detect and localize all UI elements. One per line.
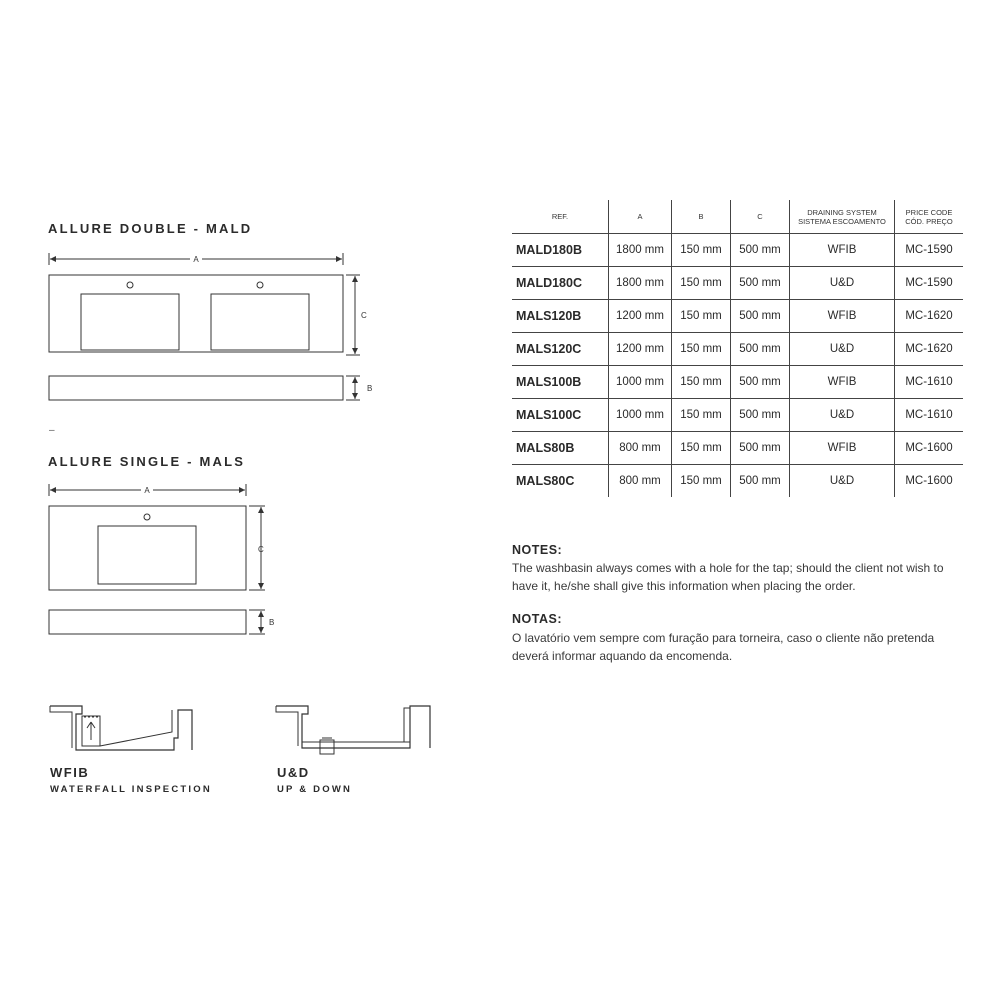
cell-a: 1200 mm — [609, 333, 672, 366]
single-dim-b-label: B — [269, 618, 275, 627]
cell-price: MC-1590 — [905, 277, 953, 289]
wfib-description: WATERFALL INSPECTION — [50, 784, 212, 795]
double-dim-c-label: C — [361, 311, 367, 320]
table-header-row — [512, 200, 963, 234]
separator-dash: – — [49, 425, 55, 436]
table-row — [512, 234, 963, 267]
cell-b: 150 mm — [672, 465, 731, 498]
cell-ref: MALS120C — [512, 333, 609, 366]
cell-price: MC-1620 — [905, 310, 953, 322]
wfib-code: WFIB — [50, 765, 90, 780]
cell-a: 1000 mm — [609, 399, 672, 432]
cell-drain: U&D — [790, 465, 895, 498]
table-row — [512, 333, 963, 366]
cell-ref: MALS80B — [512, 432, 609, 465]
table-body — [512, 234, 963, 498]
cell-price: MC-1590 — [905, 244, 953, 256]
cell-b: 150 mm — [672, 432, 731, 465]
ud-section-drawing — [272, 700, 437, 756]
table-row — [512, 432, 963, 465]
cell-drain: WFIB — [790, 300, 895, 333]
ud-description: UP & DOWN — [277, 784, 353, 795]
cell-drain: U&D — [790, 267, 895, 300]
header-draining — [790, 200, 895, 234]
table-row — [512, 300, 963, 333]
header-b: B — [672, 200, 731, 234]
cell-a: 1800 mm — [609, 234, 672, 267]
cell-c: 500 mm — [731, 234, 790, 267]
single-dim-a-label: A — [144, 486, 150, 495]
header-draining-en: DRAINING SYSTEM — [807, 207, 877, 217]
double-basin-drawing — [40, 245, 380, 410]
cell-ref: MALS100C — [512, 399, 609, 432]
cell-c: 500 mm — [731, 432, 790, 465]
cell-price: MC-1610 — [905, 409, 953, 421]
cell-ref: MALS100B — [512, 366, 609, 399]
cell-ref: MALS120B — [512, 300, 609, 333]
cell-b: 150 mm — [672, 366, 731, 399]
header-draining-pt: SISTEMA ESCOAMENTO — [798, 216, 886, 226]
cell-c: 500 mm — [731, 366, 790, 399]
wfib-section-drawing — [46, 700, 216, 756]
cell-b: 150 mm — [672, 300, 731, 333]
spec-table — [512, 200, 963, 497]
cell-price: MC-1620 — [905, 343, 953, 355]
cell-b: 150 mm — [672, 267, 731, 300]
cell-a: 1800 mm — [609, 267, 672, 300]
header-price — [895, 200, 964, 234]
cell-a: 800 mm — [609, 432, 672, 465]
cell-drain: WFIB — [790, 234, 895, 267]
double-dim-a-label: A — [193, 255, 199, 264]
cell-ref: MALD180B — [512, 234, 609, 267]
cell-drain: WFIB — [790, 432, 895, 465]
cell-a: 1000 mm — [609, 366, 672, 399]
table-row — [512, 366, 963, 399]
cell-drain: U&D — [790, 399, 895, 432]
cell-ref: MALS80C — [512, 465, 609, 498]
double-title: ALLURE DOUBLE - MALD — [48, 221, 253, 236]
notes-pt-title: NOTAS: — [512, 612, 562, 626]
cell-price: MC-1610 — [905, 376, 953, 388]
cell-c: 500 mm — [731, 267, 790, 300]
single-title: ALLURE SINGLE - MALS — [48, 454, 246, 469]
cell-b: 150 mm — [672, 399, 731, 432]
ud-code: U&D — [277, 765, 310, 780]
cell-b: 150 mm — [672, 333, 731, 366]
cell-ref: MALD180C — [512, 267, 609, 300]
cell-c: 500 mm — [731, 465, 790, 498]
table-row — [512, 267, 963, 300]
cell-a: 1200 mm — [609, 300, 672, 333]
cell-drain: U&D — [790, 333, 895, 366]
cell-price: MC-1600 — [905, 442, 953, 454]
cell-price: MC-1600 — [905, 475, 953, 487]
header-price-pt: CÓD. PREÇO — [905, 216, 953, 226]
cell-b: 150 mm — [672, 234, 731, 267]
cell-c: 500 mm — [731, 333, 790, 366]
header-a: A — [609, 200, 672, 234]
double-dim-b-label: B — [367, 384, 373, 393]
cell-a: 800 mm — [609, 465, 672, 498]
table-row — [512, 399, 963, 432]
header-c: C — [731, 200, 790, 234]
notes-en-title: NOTES: — [512, 543, 563, 557]
cell-drain: WFIB — [790, 366, 895, 399]
cell-c: 500 mm — [731, 300, 790, 333]
header-ref: REF. — [512, 200, 609, 234]
cell-c: 500 mm — [731, 399, 790, 432]
single-basin-drawing — [40, 478, 290, 640]
header-price-en: PRICE CODE — [905, 207, 953, 217]
table-row — [512, 465, 963, 498]
single-dim-c-label: C — [258, 545, 264, 554]
notes-en-text: The washbasin always comes with a hole for the tap; should the client not wish to have it, he/she shall give this information when placing the order. — [512, 561, 944, 593]
notes-pt-text: O lavatório vem sempre com furação para torneira, caso o cliente não pretenda deverá informar aquando da encomenda. — [512, 631, 935, 663]
